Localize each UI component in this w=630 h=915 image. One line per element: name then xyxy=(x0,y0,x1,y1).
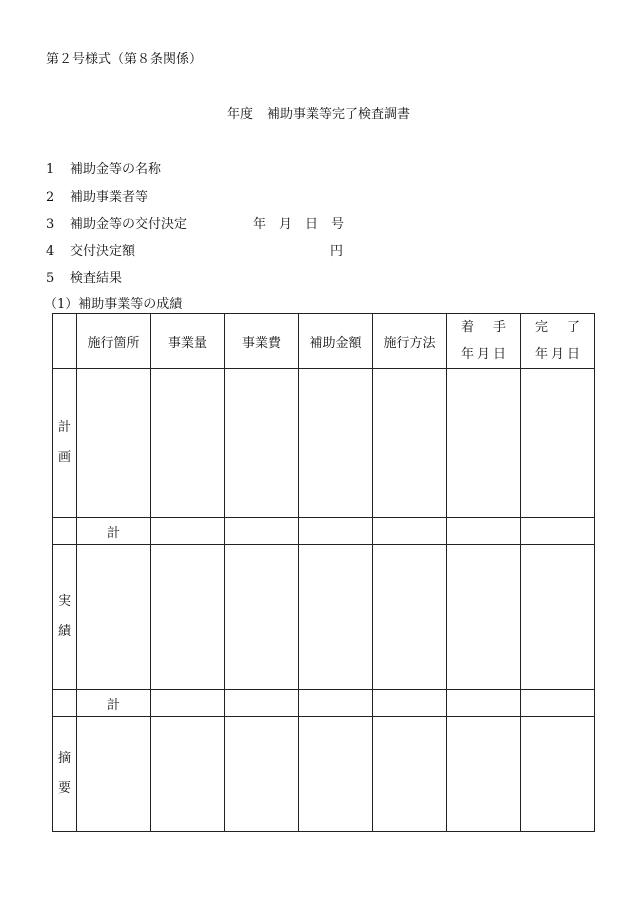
table-cell[interactable] xyxy=(447,369,521,518)
table-cell[interactable] xyxy=(447,545,521,690)
item-2 xyxy=(46,190,148,206)
header-volume: 事業量 xyxy=(151,314,225,369)
table-cell[interactable] xyxy=(299,369,373,518)
plan-row xyxy=(53,369,595,518)
table-cell[interactable] xyxy=(373,369,447,518)
header-row xyxy=(53,314,595,369)
item-4 xyxy=(46,244,135,260)
table-cell[interactable] xyxy=(521,690,595,717)
table-cell[interactable] xyxy=(373,518,447,545)
header-cost: 事業費 xyxy=(225,314,299,369)
header-start xyxy=(447,314,521,369)
header-method: 施行方法 xyxy=(373,314,447,369)
actual-total-row xyxy=(53,690,595,717)
item-1 xyxy=(46,162,161,178)
plan-total-label: 計 xyxy=(77,518,151,545)
actual-total-label: 計 xyxy=(77,690,151,717)
table-cell[interactable] xyxy=(77,545,151,690)
complete-label: 完 了 xyxy=(535,320,580,335)
decision-date-fields: 年 月 日 号 xyxy=(253,217,345,232)
table-cell[interactable] xyxy=(151,717,225,832)
table-cell[interactable] xyxy=(521,518,595,545)
blank-cell xyxy=(53,690,77,717)
table-cell[interactable] xyxy=(225,690,299,717)
header-location: 施行箇所 xyxy=(77,314,151,369)
table-cell[interactable] xyxy=(373,545,447,690)
plan-label: 計 画 xyxy=(53,369,77,518)
table-cell[interactable] xyxy=(77,717,151,832)
table-cell[interactable] xyxy=(521,545,595,690)
table-cell[interactable] xyxy=(225,369,299,518)
title-main: 補助事業等完了検査調書 xyxy=(267,107,411,122)
table-cell[interactable] xyxy=(299,518,373,545)
item-label: 補助金等の交付決定 xyxy=(70,217,188,232)
header-complete xyxy=(521,314,595,369)
item-5 xyxy=(46,271,122,287)
table-cell[interactable] xyxy=(299,717,373,832)
subsection-title: （1）補助事業等の成績 xyxy=(44,297,183,312)
table-cell[interactable] xyxy=(225,545,299,690)
results-table xyxy=(52,313,595,832)
document-title xyxy=(227,107,410,123)
table-cell[interactable] xyxy=(447,518,521,545)
table-cell[interactable] xyxy=(151,518,225,545)
yen-unit: 円 xyxy=(330,244,344,259)
title-year: 年度 xyxy=(227,107,254,122)
item-number: 1 xyxy=(46,162,55,177)
table-cell[interactable] xyxy=(151,690,225,717)
item-number: 4 xyxy=(46,244,55,259)
corner-cell xyxy=(53,314,77,369)
item-3 xyxy=(46,217,187,233)
table-cell[interactable] xyxy=(373,717,447,832)
table-cell[interactable] xyxy=(299,545,373,690)
table-cell[interactable] xyxy=(447,690,521,717)
start-date: 年 月 日 xyxy=(461,347,506,362)
plan-total-row xyxy=(53,518,595,545)
header-subsidy-amount: 補助金額 xyxy=(299,314,373,369)
table-cell[interactable] xyxy=(151,369,225,518)
item-number: 2 xyxy=(46,190,55,205)
notes-label: 摘 要 xyxy=(53,717,77,832)
table-cell[interactable] xyxy=(225,717,299,832)
complete-date: 年 月 日 xyxy=(535,347,580,362)
table-cell[interactable] xyxy=(521,369,595,518)
actual-label: 実 績 xyxy=(53,545,77,690)
item-label: 交付決定額 xyxy=(70,244,136,259)
table-cell[interactable] xyxy=(447,717,521,832)
table-cell[interactable] xyxy=(299,690,373,717)
table-cell[interactable] xyxy=(521,717,595,832)
form-heading: 第２号様式（第８条関係） xyxy=(46,52,203,67)
item-label: 検査結果 xyxy=(70,271,123,286)
item-number: 5 xyxy=(46,271,55,286)
start-label: 着 手 xyxy=(461,320,506,335)
item-label: 補助事業者等 xyxy=(70,190,149,205)
table-cell[interactable] xyxy=(225,518,299,545)
blank-cell xyxy=(53,518,77,545)
table-cell[interactable] xyxy=(373,690,447,717)
notes-row xyxy=(53,717,595,832)
item-number: 3 xyxy=(46,217,55,232)
table-cell[interactable] xyxy=(77,369,151,518)
table-cell[interactable] xyxy=(151,545,225,690)
item-label: 補助金等の名称 xyxy=(70,162,162,177)
actual-row xyxy=(53,545,595,690)
